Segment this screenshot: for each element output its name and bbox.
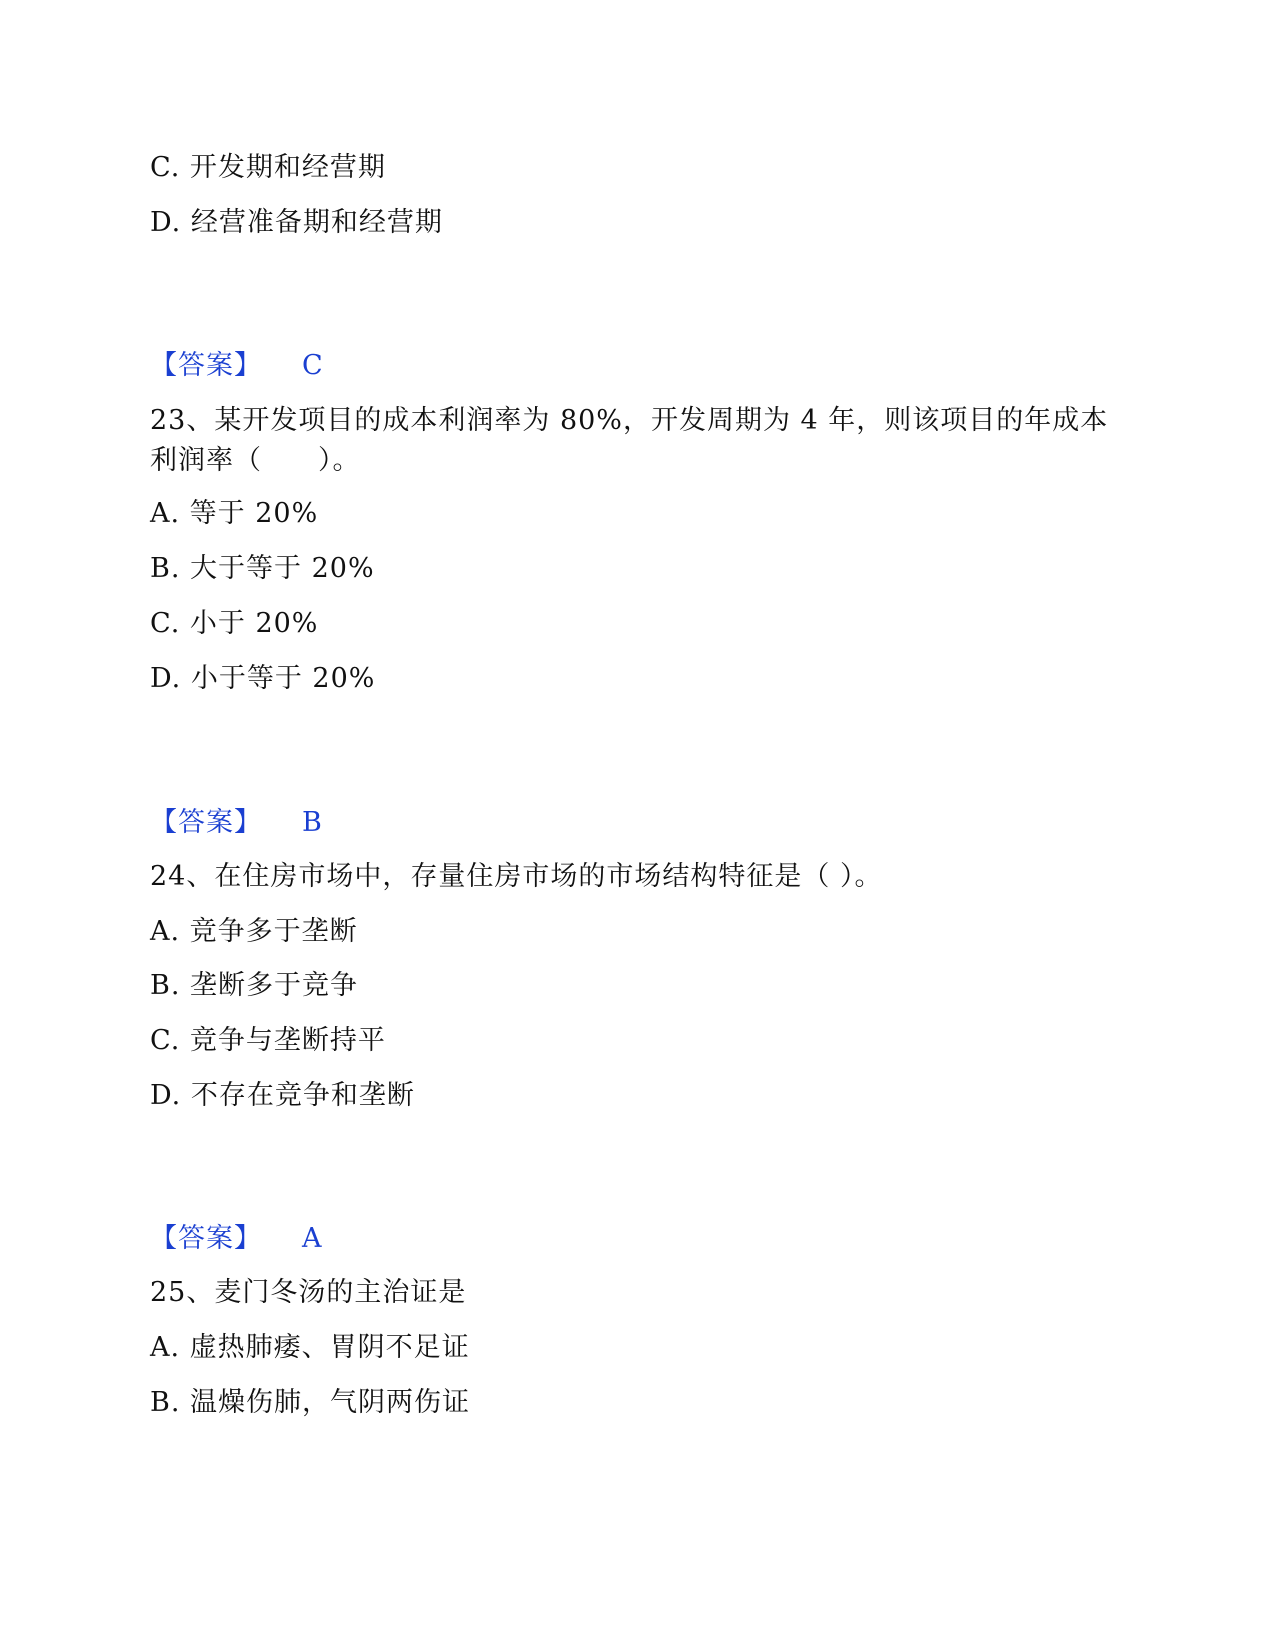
q22-option-c: C. 开发期和经营期: [150, 152, 386, 183]
q23-answer: [150, 803, 323, 843]
answer-value: B: [302, 807, 323, 838]
q24-option-b: B. 垄断多于竞争: [150, 970, 359, 1001]
q24-stem: 24、在住房市场中，存量住房市场的市场结构特征是（ ）。: [150, 861, 883, 892]
q24-answer: [150, 1219, 323, 1259]
q25-option-a: A. 虚热肺痿、胃阴不足证: [150, 1332, 470, 1363]
q25-option-b: B. 温燥伤肺，气阴两伤证: [150, 1387, 471, 1418]
answer-label: 【答案】: [150, 350, 262, 381]
q23-stem: 23、某开发项目的成本利润率为 80%，开发周期为 4 年，则该项目的年成本利润率（ ）。: [150, 405, 1109, 476]
q25-stem: 25、麦门冬汤的主治证是: [150, 1277, 467, 1308]
q23-option-c: C. 小于 20%: [150, 608, 319, 639]
q24-option-c: C. 竞争与垄断持平: [150, 1025, 386, 1056]
answer-label: 【答案】: [150, 1223, 262, 1254]
q24-option-a: A. 竞争多于垄断: [150, 916, 358, 947]
q24-option-d: D. 不存在竞争和垄断: [150, 1080, 415, 1111]
q23-option-d: D. 小于等于 20%: [150, 663, 376, 694]
q22-option-d: D. 经营准备期和经营期: [150, 207, 443, 238]
answer-value: C: [302, 350, 324, 381]
q23-option-b: B. 大于等于 20%: [150, 553, 375, 584]
answer-value: A: [302, 1223, 323, 1254]
answer-label: 【答案】: [150, 807, 262, 838]
q23-option-a: A. 等于 20%: [150, 498, 319, 529]
q22-answer: [150, 346, 324, 386]
